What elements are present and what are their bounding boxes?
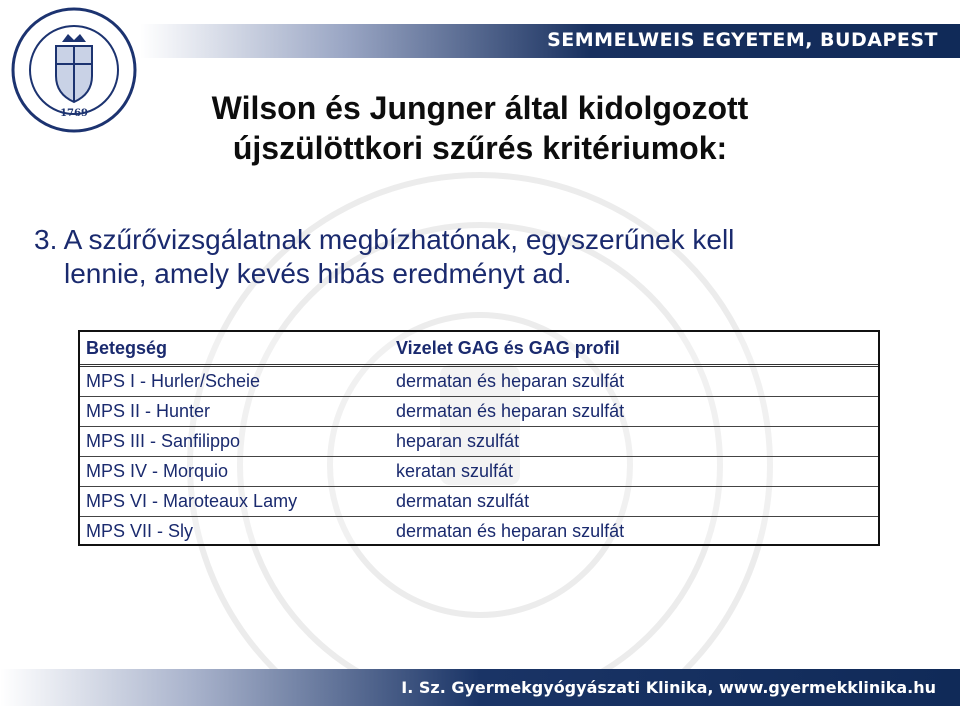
gag-profile-cell: dermatan és heparan szulfát bbox=[396, 371, 625, 391]
disease-cell: MPS I - Hurler/Scheie bbox=[86, 371, 261, 391]
gag-profile-cell: keratan szulfát bbox=[396, 461, 514, 481]
disease-cell: MPS IV - Morquio bbox=[86, 461, 229, 481]
gag-profile-cell: dermatan szulfát bbox=[396, 491, 530, 511]
table-row bbox=[80, 516, 878, 546]
criterion-line-2: lennie, amely kevés hibás eredményt ad. bbox=[64, 258, 572, 289]
logo-year: 1769 bbox=[60, 108, 88, 119]
table-header-row bbox=[80, 332, 878, 367]
mps-table bbox=[78, 330, 880, 546]
gag-profile-cell: heparan szulfát bbox=[396, 431, 520, 451]
disease-cell: MPS VII - Sly bbox=[86, 521, 194, 541]
gag-profile-cell: dermatan és heparan szulfát bbox=[396, 521, 625, 541]
criterion-text bbox=[34, 223, 914, 291]
header-urine-gag: Vizelet GAG és GAG profil bbox=[396, 338, 620, 358]
table-row bbox=[80, 366, 878, 397]
criterion-line-1: 3. A szűrővizsgálatnak megbízhatónak, egyszerűnek kell bbox=[34, 224, 735, 255]
footer-text: I. Sz. Gyermekgyógyászati Klinika, www.gyermekklinika.hu bbox=[401, 678, 936, 697]
disease-cell: MPS II - Hunter bbox=[86, 401, 211, 421]
disease-cell: MPS III - Sanfilippo bbox=[86, 431, 241, 451]
table-row bbox=[80, 456, 878, 487]
header-disease: Betegség bbox=[86, 338, 168, 358]
title-line-2: újszülöttkori szűrés kritériumok: bbox=[232, 130, 728, 166]
disease-cell: MPS VI - Maroteaux Lamy bbox=[86, 491, 298, 511]
gag-profile-cell: dermatan és heparan szulfát bbox=[396, 401, 625, 421]
title-line-1: Wilson és Jungner által kidolgozott bbox=[211, 90, 749, 126]
footer-band bbox=[0, 669, 960, 706]
slide-title bbox=[0, 88, 960, 168]
institution-name: SEMMELWEIS EGYETEM, BUDAPEST bbox=[547, 29, 938, 51]
table-row bbox=[80, 396, 878, 427]
header-band bbox=[140, 24, 960, 58]
table-row bbox=[80, 486, 878, 517]
table-row bbox=[80, 426, 878, 457]
